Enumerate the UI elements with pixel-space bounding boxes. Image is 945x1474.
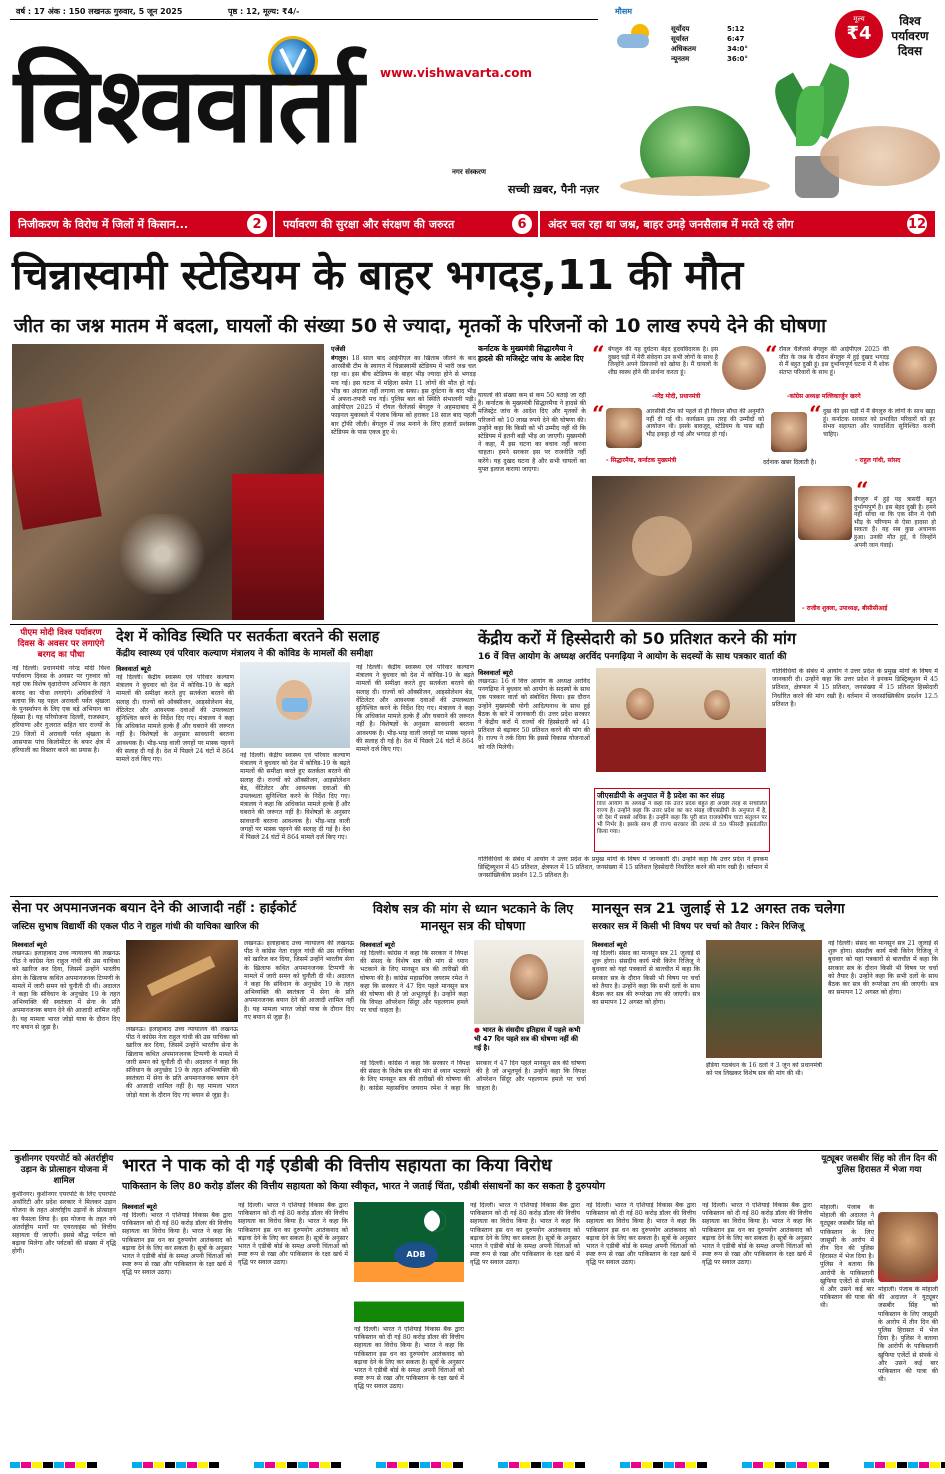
registration-swatch xyxy=(54,1462,64,1468)
registration-swatch xyxy=(564,1462,574,1468)
mask-woman-photo xyxy=(240,662,350,748)
section-divider xyxy=(10,624,938,625)
lead-dateline: बेंगलुरु। xyxy=(331,355,349,362)
kharge-photo xyxy=(893,346,937,390)
quote-kharge-by: -कांग्रेस अध्यक्ष मल्लिकार्जुन खरगे xyxy=(787,393,861,400)
registration-swatch xyxy=(697,1462,707,1468)
registration-swatch xyxy=(331,1462,341,1468)
court-body-mid: लखनऊ। इलाहाबाद उच्च न्यायालय की लखनऊ पीठ ने कांग्रेस नेता राहुल गांधी की उस याचिका को खारिज कर दिया, जिसमें उन्होंने भारतीय सेना के खिलाफ कथित अपमानजनक टिप्पणी के मामले में जारी समन को चुनौती दी थी। अदालत ने कहा कि संविधान के अनुच्छेद 19 के तहत अभिव्यक्ति की स्वतंत्रता में सेना के प्रति अपमानजनक बयान देने की आजादी शामिल नहीं है। यह मामला भारत जोड़ो यात्रा के दौरान दिए गए बयान से जुड़ा है। xyxy=(126,1026,238,1099)
parliament-photo xyxy=(706,940,822,1058)
monsoon-caption: इंडिया गठबंधन के 16 दलों ने 3 जून को प्रधानमंत्री को पत्र लिखकर विशेष सत्र की मांग की थी। xyxy=(706,1062,822,1078)
lead-body xyxy=(331,355,476,623)
weather-row-value: 5:12 xyxy=(727,25,745,33)
masthead-top-rule xyxy=(10,19,598,20)
teaser-item[interactable] xyxy=(10,211,275,237)
page-line: पृष्ठ : 12, मूल्य: ₹4/- xyxy=(228,7,300,16)
quote-siddaramaiah xyxy=(592,402,767,470)
kushinagar-heading: कुशीनगर एयरपोर्ट को अंतर्राष्ट्रीय उड़ान के प्रोत्साहन योजना में शामिल xyxy=(14,1154,114,1186)
teaser-item[interactable] xyxy=(540,211,935,237)
registration-swatch xyxy=(43,1462,53,1468)
registration-swatch xyxy=(32,1462,42,1468)
injured-crowd-photo xyxy=(592,476,795,622)
quote-rahul-by: - राहुल गांधी, सांसद xyxy=(855,457,901,464)
registration-swatch xyxy=(309,1462,319,1468)
quote-siddaramaiah-by: - सिद्धारमैया, कर्नाटक मुख्यमंत्री xyxy=(606,457,677,464)
registration-swatch xyxy=(686,1462,696,1468)
registration-swatch xyxy=(498,1462,508,1468)
pm-tree-body: नई दिल्ली। प्रधानमंत्री नरेन्द्र मोदी विश्व पर्यावरण दिवस के अवसर पर गुरुवार को यहां एक विशेष वृक्षारोपण अभियान के तहत बरगद का पौधा लगाएंगे। अधिकारियों ने बताया कि यह पहल अरावली पर्वत श्रृंखला के पुनर्स्थापन के लिए एक बड़े अभियान का हिस्सा है। यह परियोजना दिल्ली, राजस्थान, हरियाणा और गुजरात सहित चार राज्यों के 29 जिलों में अरावली पर्वत श्रृंखला के आसपास पांच किलोमीटर के बफर क्षेत्र में हरियाली का विस्तार करने का प्रयास है। xyxy=(12,665,110,755)
registration-swatch xyxy=(398,1462,408,1468)
quote-shukla-text: बेंगलुरु में हुई यह त्रासदी बहुत दुर्भाग्यपूर्ण है। इस बेहद दुखी है। हमने नहीं सोचा था कि एक सीन में ऐसी भीड़ के परिणाम से ऐसा हादसा हो सकता है। यह सब कुछ अचानक हुआ। उनकी मौत हुई, ये जिन्होंने अपनी जान गंवाई। xyxy=(854,496,936,549)
weather-row xyxy=(671,34,765,44)
registration-swatch xyxy=(509,1462,519,1468)
teaser-page-number: 12 xyxy=(907,214,927,234)
issue-line: वर्ष : 17 अंक : 150 लखनऊ गुरुवार, 5 जून 2025 xyxy=(16,7,183,16)
section-divider xyxy=(10,896,938,897)
cm-heading: कर्नाटक के मुख्यमंत्री सिद्धारमैया ने हादसे की मजिस्ट्रेट जांच के आदेश दिए xyxy=(478,344,584,363)
quote-mark-icon: “ xyxy=(809,402,822,428)
registration-swatch xyxy=(786,1462,796,1468)
monsoon-byline: विश्ववार्ता ब्यूरो xyxy=(592,941,627,949)
youtuber-article xyxy=(820,1154,938,1454)
lead-agency: एजेंसी xyxy=(331,345,346,353)
lead-headline: चिन्नास्वामी स्टेडियम के बाहर भगदड़,11 की मौत xyxy=(12,251,744,299)
quote-modi-text: बेंगलुरु की यह दुर्घटना बेहद हृदयविदारक है। इस दुखद घड़ी में मेरी संवेदना उन सभी लोगों के साथ है जिन्होंने अपने प्रियजनों को खोया है। मैं घायलों के शीघ्र स्वस्थ होने की प्रार्थना करता हूं। xyxy=(608,346,718,376)
pm-tree-heading: पीएम मोदी विश्व पर्यावरण दिवस के अवसर पर लगाएंगे बरगद का पौधा xyxy=(17,628,105,660)
session-article xyxy=(360,900,586,1146)
registration-swatch xyxy=(254,1462,264,1468)
youtuber-heading: यूट्यूबर जसबीर सिंह को तीन दिन की पुलिस हिरासत में भेजा गया xyxy=(821,1154,937,1175)
covid-body-left: नई दिल्ली। केंद्रीय स्वास्थ्य एवं परिवार कल्याण मंत्रालय ने बुधवार को देश में कोविड-19 के बढ़ते मामलों की समीक्षा करते हुए सतर्कता बरतने की सलाह दी। राज्यों को ऑक्सीजन, आइसोलेशन बेड, वेंटिलेटर और आवश्यक दवाओं की उपलब्धता सुनिश्चित करने के निर्देश दिए गए। मंत्रालय ने कहा कि अधिकांश मामले हल्के हैं और घबराने की जरूरत नहीं है। विशेषज्ञों के अनुसार सावधानी बरतना आवश्यक है। भीड़-भाड़ वाली जगहों पर मास्क पहनने की सलाह दी गई है। देश में पिछले 24 घंटों में 864 मामले दर्ज किए गए। xyxy=(116,674,234,764)
session-body-lower: नई दिल्ली। कांग्रेस ने कहा कि सरकार ने विपक्ष की संसद के विशेष सत्र की मांग से ध्यान भटकाने के लिए मानसून सत्र की तारीखों की घोषणा की है। कांग्रेस महासचिव जयराम रमेश ने कहा कि सरकार ने 47 दिन पहले मानसून सत्र की घोषणा की है जो अभूतपूर्व है। उन्होंने कहा कि विपक्ष ऑपरेशन सिंदूर और पहलगाम हमले पर चर्चा चाहता है। xyxy=(360,1060,586,1092)
court-body-right: लखनऊ। इलाहाबाद उच्च न्यायालय की लखनऊ पीठ ने कांग्रेस नेता राहुल गांधी की उस याचिका को खारिज कर दिया, जिसमें उन्होंने भारतीय सेना के खिलाफ कथित अपमानजनक टिप्पणी के मामले में जारी समन को चुनौती दी थी। अदालत ने कहा कि संविधान के अनुच्छेद 19 के तहत अभिव्यक्ति की स्वतंत्रता में सेना के प्रति अपमानजनक बयान देने की आजादी शामिल नहीं है। यह मामला भारत जोड़ो यात्रा के दौरान दिए गए बयान से जुड़ा है। xyxy=(244,940,354,1021)
site-url[interactable]: www.vishwavarta.com xyxy=(380,66,532,80)
earth-plant-illustration xyxy=(620,66,940,206)
shukla-photo xyxy=(798,486,852,540)
gsdp-heading: जीएसडीपी के अनुपात में है प्रदेश का कर संग्रह xyxy=(597,791,725,800)
covid-subhead: केंद्रीय स्वास्थ्य एवं परिवार कल्याण मंत्रालय ने की कोविड के मामलों की समीक्षा xyxy=(116,649,373,659)
registration-swatch xyxy=(65,1462,75,1468)
teaser-text: पर्यावरण की सुरक्षा और संरक्षण की जरुरत xyxy=(283,218,455,231)
quote-mark-icon: “ xyxy=(856,478,869,504)
covid-body-mid: नई दिल्ली। केंद्रीय स्वास्थ्य एवं परिवार कल्याण मंत्रालय ने बुधवार को देश में कोविड-19 के बढ़ते मामलों की समीक्षा करते हुए सतर्कता बरतने की सलाह दी। राज्यों को ऑक्सीजन, आइसोलेशन बेड, वेंटिलेटर और आवश्यक दवाओं की उपलब्धता सुनिश्चित करने के निर्देश दिए गए। मंत्रालय ने कहा कि अधिकांश मामले हल्के हैं और घबराने की जरूरत नहीं है। विशेषज्ञों के अनुसार सावधानी बरतना आवश्यक है। भीड़-भाड़ वाली जगहों पर मास्क पहनने की सलाह दी गई है। देश में पिछले 24 घंटों में 864 मामले दर्ज किए गए। xyxy=(240,752,350,842)
registration-swatch xyxy=(642,1462,652,1468)
quote-modi-by: -नरेंद्र मोदी, प्रधानमंत्री xyxy=(652,393,701,400)
registration-swatch xyxy=(542,1462,552,1468)
price-label: मूल्य xyxy=(853,15,865,23)
masthead xyxy=(0,0,945,205)
cm-sidebar xyxy=(478,344,586,624)
registration-swatch xyxy=(420,1462,430,1468)
weather-row-name: सूर्यास्त xyxy=(671,35,689,43)
registration-swatch xyxy=(531,1462,541,1468)
stampede-crowd-photo xyxy=(12,344,324,620)
red-bullet-icon: ● xyxy=(474,1026,480,1034)
weather-row xyxy=(671,54,765,64)
quote-shukla-by: - राजीव शुक्ला, उपाध्यक्ष, बीसीसीआई xyxy=(802,605,888,612)
quote-kharge-text: रॉयल चैलेंजर्स बेंगलुरु की आईपीएल 2025 की जीत के जश्न के दौरान बेंगलुरु में हुई दुखद भगदड़ से मैं बहुत दुखी हूं। इस दुर्भाग्यपूर्ण घटना में मैं शोक संतप्त परिवारों के साथ हूं। xyxy=(779,346,889,376)
court-article xyxy=(12,900,354,1146)
quote-mark-icon: “ xyxy=(765,342,778,368)
weather-row-value: 6:47 xyxy=(727,35,745,43)
adb-logo-text: ADB xyxy=(406,1250,426,1259)
covid-byline: विश्ववार्ता ब्यूरो xyxy=(116,665,151,673)
monsoon-subhead: सरकार सत्र में किसी भी विषय पर चर्चा को तैयार : किरेन रिजिजू xyxy=(592,922,805,932)
registration-swatch xyxy=(675,1462,685,1468)
adb-body-6: नई दिल्ली। भारत ने एशियाई विकास बैंक द्वारा पाकिस्तान को दी गई 80 करोड़ डॉलर की वित्तीय सहायता का विरोध किया है। भारत ने कहा कि पाकिस्तान इस धन का दुरुपयोग आतंकवाद को बढ़ावा देने के लिए कर सकता है। सूत्रों के अनुसार भारत ने एडीबी बोर्ड के समक्ष अपनी चिंताओं को स्पष्ट रूप से रखा और पाकिस्तान के रक्षा खर्च में वृद्धि पर सवाल उठाए। xyxy=(702,1202,812,1267)
registration-bar-group xyxy=(620,1462,708,1468)
registration-swatch xyxy=(187,1462,197,1468)
registration-swatch xyxy=(265,1462,275,1468)
registration-swatch xyxy=(431,1462,441,1468)
adb-body-5: नई दिल्ली। भारत ने एशियाई विकास बैंक द्वारा पाकिस्तान को दी गई 80 करोड़ डॉलर की वित्तीय सहायता का विरोध किया है। भारत ने कहा कि पाकिस्तान इस धन का दुरुपयोग आतंकवाद को बढ़ावा देने के लिए कर सकता है। सूत्रों के अनुसार भारत ने एडीबी बोर्ड के समक्ष अपनी चिंताओं को स्पष्ट रूप से रखा और पाकिस्तान के रक्षा खर्च में वृद्धि पर सवाल उठाए। xyxy=(586,1202,696,1267)
kushinagar-article xyxy=(12,1154,116,1454)
registration-bar-group xyxy=(864,1462,945,1468)
tax-heading: केंद्रीय करों में हिस्सेदारी को 50 प्रतिशत करने की मांग xyxy=(478,629,796,648)
registration-swatch xyxy=(864,1462,874,1468)
rahul-photo xyxy=(771,412,807,452)
adb-body-3: नई दिल्ली। भारत ने एशियाई विकास बैंक द्वारा पाकिस्तान को दी गई 80 करोड़ डॉलर की वित्तीय सहायता का विरोध किया है। भारत ने कहा कि पाकिस्तान इस धन का दुरुपयोग आतंकवाद को बढ़ावा देने के लिए कर सकता है। सूत्रों के अनुसार भारत ने एडीबी बोर्ड के समक्ष अपनी चिंताओं को स्पष्ट रूप से रखा और पाकिस्तान के रक्षा खर्च में वृद्धि पर सवाल उठाए। xyxy=(354,1326,464,1391)
covid-article xyxy=(116,628,474,892)
monsoon-heading: मानसून सत्र 21 जुलाई से 12 अगस्त तक चलेगा xyxy=(592,901,845,917)
registration-swatch xyxy=(409,1462,419,1468)
weather-row-name: न्यूनतम xyxy=(671,55,690,63)
registration-swatch xyxy=(520,1462,530,1468)
quote-siddaramaiah-text: आरसीबी टीम को पहले से ही विधान सौधा की अनुमति नहीं दी गई थी। कार्यक्रम इस तरह की उम्मीदों को आयोजन थी। इसके बावजूद, स्टेडियम के पास बड़ी भीड़ इकट्ठा हो गई और भगदड़ हो गई। xyxy=(646,408,764,438)
jasbir-photo xyxy=(878,1212,938,1282)
registration-swatch xyxy=(287,1462,297,1468)
registration-swatch xyxy=(376,1462,386,1468)
session-byline: विश्ववार्ता ब्यूरो xyxy=(360,941,395,949)
teaser-page-number: 2 xyxy=(247,214,267,234)
section-divider xyxy=(10,1150,938,1151)
weather-row-name: सूर्योदय xyxy=(671,25,690,33)
quote-kharge xyxy=(765,342,937,402)
registration-swatch xyxy=(653,1462,663,1468)
registration-swatch xyxy=(819,1462,829,1468)
weather-box xyxy=(605,6,765,70)
registration-bar-group xyxy=(742,1462,830,1468)
adb-flag-graphic xyxy=(354,1202,464,1322)
cm-body: घायलों की संख्या कम से कम 50 बताई जा रही है। कर्नाटक के मुख्यमंत्री सिद्धारमैया ने हादसे की मजिस्ट्रेट जांच के आदेश दिए और मृतकों के परिजनों को 10 लाख रुपये देने की घोषणा की। उन्होंने कहा कि किसी को भी उम्मीद नहीं थी कि स्टेडियम में इतनी बड़ी भीड़ आ जाएगी। मुख्यमंत्री ने कहा, मैं इस घटना का बचाव नहीं करना चाहता। हमने सरकार इस पर राजनीति नहीं करेंगे। यह दुखद घटना है और सभी घायलों का मुफ्त इलाज कराया जाएगा। xyxy=(478,392,586,473)
adb-article xyxy=(122,1154,812,1454)
registration-swatch xyxy=(298,1462,308,1468)
quote-shukla xyxy=(798,476,938,622)
registration-swatch xyxy=(775,1462,785,1468)
adb-heading: भारत ने पाक को दी गई एडीबी की वित्तीय सहायता का किया विरोध xyxy=(122,1156,552,1176)
registration-swatch xyxy=(387,1462,397,1468)
registration-swatch xyxy=(808,1462,818,1468)
registration-swatch xyxy=(631,1462,641,1468)
registration-swatch xyxy=(209,1462,219,1468)
kushinagar-body: कुशीनगर। कुशीनगर एयरपोर्ट के लिए एयरपोर्ट अथॉरिटी और प्रदेश सरकार ने मिलकर उड़ान योजना के तहत अंतर्राष्ट्रीय उड़ानों के प्रोत्साहन का फैसला लिया है। इस योजना के तहत नये अंतर्राष्ट्रीय मार्गों पर एयरलाइंस को वित्तीय सहायता दी जाएगी। इससे बौद्ध पर्यटन को बढ़ावा मिलेगा और पर्यटकों की संख्या में वृद्धि होगी। xyxy=(12,1191,116,1256)
monsoon-body-left: नई दिल्ली। संसद का मानसून सत्र 21 जुलाई से शुरू होगा। संसदीय कार्य मंत्री किरेन रिजिजू ने बुधवार को यहां पत्रकारों से बातचीत में कहा कि सरकार सत्र के दौरान किसी भी विषय पर चर्चा को तैयार है। उन्होंने कहा कि सभी दलों के साथ बैठक कर सत्र की रूपरेखा तय की जाएगी। सत्र का समापन 12 अगस्त को होगा। xyxy=(592,950,700,1007)
adb-body-2: नई दिल्ली। भारत ने एशियाई विकास बैंक द्वारा पाकिस्तान को दी गई 80 करोड़ डॉलर की वित्तीय सहायता का विरोध किया है। भारत ने कहा कि पाकिस्तान इस धन का दुरुपयोग आतंकवाद को बढ़ावा देने के लिए कर सकता है। सूत्रों के अनुसार भारत ने एडीबी बोर्ड के समक्ष अपनी चिंताओं को स्पष्ट रूप से रखा और पाकिस्तान के रक्षा खर्च में वृद्धि पर सवाल उठाए। xyxy=(238,1202,348,1267)
registration-swatch xyxy=(886,1462,896,1468)
registration-bar-group xyxy=(132,1462,220,1468)
registration-swatch xyxy=(875,1462,885,1468)
registration-swatch xyxy=(87,1462,97,1468)
registration-swatch xyxy=(154,1462,164,1468)
covid-heading: देश में कोविड स्थिति पर सतर्कता बरतने की सलाह xyxy=(116,629,380,645)
registration-swatch xyxy=(620,1462,630,1468)
registration-swatch xyxy=(76,1462,86,1468)
adb-byline: विश्ववार्ता ब्यूरो xyxy=(122,1203,157,1211)
tax-article xyxy=(478,628,938,892)
registration-swatch xyxy=(165,1462,175,1468)
lead-subhead: जीत का जश्न मातम में बदला, घायलों की संख्या 50 से ज्यादा, मृतकों के परिजनों को 10 लाख रुपये देने की घोषणा xyxy=(14,315,827,337)
quote-rahul-text: दुख की इस घड़ी में मैं बेंगलुरु के लोगों के साथ खड़ा हूं। कर्नाटक सरकार को प्रभावित परिवारों को हर संभव सहायता और पारदर्शिता सुनिश्चित करनी चाहिए। xyxy=(823,408,935,438)
adb-logo xyxy=(394,1242,438,1268)
registration-swatch xyxy=(442,1462,452,1468)
quote-mark-icon: “ xyxy=(592,402,605,428)
modi-photo xyxy=(722,346,766,390)
weather-rows xyxy=(671,24,765,64)
registration-swatch xyxy=(320,1462,330,1468)
session-heading: विशेष सत्र की मांग से ध्यान भटकाने के लिए मानसून सत्र की घोषणा xyxy=(372,901,574,933)
registration-swatch xyxy=(453,1462,463,1468)
registration-swatch xyxy=(941,1462,945,1468)
weather-row xyxy=(671,24,765,34)
registration-swatch xyxy=(10,1462,20,1468)
weather-row-value: 36:0° xyxy=(727,55,748,63)
tax-byline: विश्ववार्ता ब्यूरो xyxy=(478,669,513,677)
court-subhead: जस्टिस सुभाष विद्यार्थी की एकल पीठ ने राहुल गांधी की याचिका खारिज की xyxy=(12,922,259,932)
registration-swatch xyxy=(198,1462,208,1468)
registration-swatch xyxy=(753,1462,763,1468)
panagariya-press-photo xyxy=(596,668,766,772)
quote-rahul xyxy=(763,402,937,470)
quote-modi xyxy=(592,342,767,402)
registration-bar-group xyxy=(254,1462,342,1468)
adb-body-1: नई दिल्ली। भारत ने एशियाई विकास बैंक द्वारा पाकिस्तान को दी गई 80 करोड़ डॉलर की वित्तीय सहायता का विरोध किया है। भारत ने कहा कि पाकिस्तान इस धन का दुरुपयोग आतंकवाद को बढ़ावा देने के लिए कर सकता है। सूत्रों के अनुसार भारत ने एडीबी बोर्ड के समक्ष अपनी चिंताओं को स्पष्ट रूप से रखा और पाकिस्तान के रक्षा खर्च में वृद्धि पर सवाल उठाए। xyxy=(122,1212,232,1277)
registration-swatch xyxy=(742,1462,752,1468)
gavel-photo xyxy=(126,940,238,1022)
youtuber-body-right: मोहाली। पंजाब के मोहाली की अदालत ने यूट्यूबर जसबीर सिंह को पाकिस्तान के लिए जासूसी के आरोप में तीन दिन की पुलिस हिरासत में भेज दिया है। पुलिस ने बताया कि आरोपी के पाकिस्तानी खुफिया एजेंटों से संपर्क थे और उसने कई बार पाकिस्तान की यात्रा की थी। xyxy=(878,1286,938,1384)
registration-swatch xyxy=(897,1462,907,1468)
jairam-photo xyxy=(474,940,584,1024)
masthead-title: विश्ववार्ता xyxy=(14,44,362,166)
registration-bar-group xyxy=(376,1462,464,1468)
registration-swatch xyxy=(797,1462,807,1468)
weather-label: मौसम xyxy=(615,7,633,16)
tax-body-lower: गतिविधियों के संबंध में आयोग ने उत्तर प्रदेश के प्रमुख मांगों के विषय में जानकारी दी। उन्होंने कहा कि उत्तर प्रदेश ने इनकम डिस्ट्रिब्यूशन में 45 प्रतिशत, क्षेत्रफल में 15 प्रतिशत, जनसंख्या में 15 प्रतिशत हिस्सेदारी निर्धारित करने की मांग रखी है। वर्तमान में जनसांख्यिकीय प्रदर्शन 12.5 प्रतिशत है। xyxy=(478,856,768,880)
session-caption-text: भारत के संसदीय इतिहास में पहले कभी भी 47 दिन पहले सत्र की घोषणा नहीं की गई है। xyxy=(474,1026,581,1052)
registration-swatch xyxy=(930,1462,940,1468)
teaser-item[interactable] xyxy=(275,211,540,237)
tagline: सच्ची ख़बर, पैनी नज़र xyxy=(508,183,599,196)
registration-swatch xyxy=(575,1462,585,1468)
registration-swatch xyxy=(553,1462,563,1468)
court-byline: विश्ववार्ता ब्यूरो xyxy=(12,941,47,949)
teaser-text: अंदर चल रहा था जश्न, बाहर उमड़े जनसैलाब में मरते रहे लोग xyxy=(548,218,794,231)
registration-swatch xyxy=(764,1462,774,1468)
registration-swatch xyxy=(143,1462,153,1468)
teaser-list xyxy=(10,211,935,237)
adb-body-4: नई दिल्ली। भारत ने एशियाई विकास बैंक द्वारा पाकिस्तान को दी गई 80 करोड़ डॉलर की वित्तीय सहायता का विरोध किया है। भारत ने कहा कि पाकिस्तान इस धन का दुरुपयोग आतंकवाद को बढ़ावा देने के लिए कर सकता है। सूत्रों के अनुसार भारत ने एडीबी बोर्ड के समक्ष अपनी चिंताओं को स्पष्ट रूप से रखा और पाकिस्तान के रक्षा खर्च में वृद्धि पर सवाल उठाए। xyxy=(470,1202,580,1267)
session-caption xyxy=(474,1026,586,1053)
env-day-label: विश्व पर्यावरण दिवस xyxy=(891,14,929,58)
cloud-sun-icon xyxy=(615,22,655,52)
registration-bar-group xyxy=(498,1462,586,1468)
registration-swatch xyxy=(908,1462,918,1468)
court-heading: सेना पर अपमानजनक बयान देने की आजादी नहीं : हाईकोर्ट xyxy=(12,901,297,916)
registration-bar-group xyxy=(10,1462,98,1468)
tax-body: लखनऊ। 16 वें वित्त आयोग के अध्यक्ष अरविंद पनगढ़िया ने बुधवार को आयोग के सदस्यों के साथ एक पत्रकार वार्ता को संबोधित किया। इस दौरान उन्होंने मुख्यमंत्री योगी आदित्यनाथ के साथ हुई बैठक के बारे में जानकारी दी। उत्तर प्रदेश सरकार ने केंद्रीय करों में राज्यों की हिस्सेदारी को 41 प्रतिशत से बढ़ाकर 50 प्रतिशत करने की मांग की है। राज्य ने तर्क दिया कि इससे विकास योजनाओं को गति मिलेगी। xyxy=(478,678,590,751)
city-edition: नगर संस्करण xyxy=(452,168,486,176)
tax-subhead: 16 वें वित्त आयोग के अध्यक्ष अरविंद पनगढ़िया ने आयोग के सदस्यों के साथ पत्रकार वार्ता की xyxy=(478,652,787,662)
crescent-icon xyxy=(424,1210,446,1232)
weather-row xyxy=(671,44,765,54)
monsoon-body-right: नई दिल्ली। संसद का मानसून सत्र 21 जुलाई से शुरू होगा। संसदीय कार्य मंत्री किरेन रिजिजू ने बुधवार को यहां पत्रकारों से बातचीत में कहा कि सरकार सत्र के दौरान किसी भी विषय पर चर्चा को तैयार है। उन्होंने कहा कि सभी दलों के साथ बैठक कर सत्र की रूपरेखा तय की जाएगी। सत्र का समापन 12 अगस्त को होगा। xyxy=(828,940,938,997)
lead-article xyxy=(331,344,476,624)
adb-subhead: पाकिस्तान के लिए 80 करोड़ डॉलर की वित्तीय सहायता को किया स्वीकृत, भारत ने जताई चिंता, एडीबी संसाधनों का कर सकता है दुरुपयोग xyxy=(122,1181,605,1192)
siddaramaiah-photo xyxy=(606,408,642,448)
youtuber-body: मोहाली। पंजाब के मोहाली की अदालत ने यूट्यूबर जसबीर सिंह को पाकिस्तान के लिए जासूसी के आरोप में तीन दिन की पुलिस हिरासत में भेज दिया है। पुलिस ने बताया कि आरोपी के पाकिस्तानी खुफिया एजेंटों से संपर्क थे और उसने कई बार पाकिस्तान की यात्रा की थी। xyxy=(820,1204,874,1310)
gsdp-box xyxy=(594,788,770,852)
registration-marks xyxy=(10,1462,935,1470)
registration-swatch xyxy=(276,1462,286,1468)
session-body-left: नई दिल्ली। कांग्रेस ने कहा कि सरकार ने विपक्ष की संसद के विशेष सत्र की मांग से ध्यान भटकाने के लिए मानसून सत्र की तारीखों की घोषणा की है। कांग्रेस महासचिव जयराम रमेश ने कहा कि सरकार ने 47 दिन पहले मानसून सत्र की घोषणा की है जो अभूतपूर्व है। उन्होंने कहा कि विपक्ष ऑपरेशन सिंदूर और पहलगाम हमले पर चर्चा चाहता है। xyxy=(360,950,468,1015)
weather-row-value: 34:0° xyxy=(727,45,748,53)
weather-row-name: अधिकतम xyxy=(671,45,697,53)
quote-mark-icon: “ xyxy=(592,342,605,368)
price-value: ₹4 xyxy=(846,23,872,44)
lead-body-text: 18 साल बाद आईपीएल का खिताब जीतने के बाद आरसीबी टीम के स्वागत में चिन्नास्वामी स्टेडियम में भारी जश्न चल रहा था। इस बीच स्टेडियम के बाहर भीड़ ज्यादा होने से भगदड़ मच गई। इस घटना में महिला समेत 11 लोगों की मौत हो गई। भीड़ का अंदाजा नहीं लगाया जा सका। इस दुर्घटना के बाद भीड़ में अफरा-तफरी मच गई। पुलिस बल को स्थिति संभालनी पड़ी। आईपीएल 2025 में रॉयल चैलेंजर्स बेंगलुरु ने अहमदाबाद में फाइनल मुकाबले में पंजाब किंग्स को हराकर 18 साल बाद पहली बार ट्रॉफी जीती। बेंगलुरु में जश्न मनाने के लिए हजारों प्रशंसक स्टेडियम के पास एकत्र हुए थे। xyxy=(331,355,476,436)
dardnak-caption: दर्दनाक खबर दिलाती है। xyxy=(763,459,817,466)
pm-tree-article xyxy=(12,628,110,892)
teaser-text: निजीकरण के विरोध में जिलों में किसान... xyxy=(18,218,189,231)
court-body-left: लखनऊ। इलाहाबाद उच्च न्यायालय की लखनऊ पीठ ने कांग्रेस नेता राहुल गांधी की उस याचिका को खारिज कर दिया, जिसमें उन्होंने भारतीय सेना के खिलाफ कथित अपमानजनक टिप्पणी के मामले में जारी समन को चुनौती दी थी। अदालत ने कहा कि संविधान के अनुच्छेद 19 के तहत अभिव्यक्ति की स्वतंत्रता में सेना के प्रति अपमानजनक बयान देने की आजादी शामिल नहीं है। यह मामला भारत जोड़ो यात्रा के दौरान दिए गए बयान से जुड़ा है। xyxy=(12,950,120,1031)
registration-swatch xyxy=(132,1462,142,1468)
monsoon-article xyxy=(592,900,938,1146)
teaser-page-number: 6 xyxy=(512,214,532,234)
registration-swatch xyxy=(664,1462,674,1468)
tax-right-body: गतिविधियों के संबंध में आयोग ने उत्तर प्रदेश के प्रमुख मांगों के विषय में जानकारी दी। उन्होंने कहा कि उत्तर प्रदेश ने इनकम डिस्ट्रिब्यूशन में 45 प्रतिशत, क्षेत्रफल में 15 प्रतिशत, जनसंख्या में 15 प्रतिशत हिस्सेदारी निर्धारित करने की मांग रखी है। वर्तमान में जनसांख्यिकीय प्रदर्शन 12.5 प्रतिशत है। xyxy=(772,668,938,708)
covid-body-right: नई दिल्ली। केंद्रीय स्वास्थ्य एवं परिवार कल्याण मंत्रालय ने बुधवार को देश में कोविड-19 के बढ़ते मामलों की समीक्षा करते हुए सतर्कता बरतने की सलाह दी। राज्यों को ऑक्सीजन, आइसोलेशन बेड, वेंटिलेटर और आवश्यक दवाओं की उपलब्धता सुनिश्चित करने के निर्देश दिए गए। मंत्रालय ने कहा कि अधिकांश मामले हल्के हैं और घबराने की जरूरत नहीं है। विशेषज्ञों के अनुसार सावधानी बरतना आवश्यक है। भीड़-भाड़ वाली जगहों पर मास्क पहनने की सलाह दी गई है। देश में पिछले 24 घंटों में 864 मामले दर्ज किए गए। xyxy=(356,664,474,754)
gsdp-body: वित्त आयोग के अध्यक्ष ने कहा कि उत्तर प्रदेश बहुत ही अच्छी तरह से संचालित राज्य है। उन्होंने कहा कि उत्तर प्रदेश का कर संग्रह जीएसडीपी के अनुपात में है, जो देश में सबसे अधिक है। उन्होंने कहा कि पूरी बात राजकोषीय घाटा संतुलन पर भी निर्भर है। इसके साथ ही राज्य सरकार की तरफ से 59 फीसदी हस्तांतरित किया गया। xyxy=(597,801,767,835)
registration-swatch xyxy=(919,1462,929,1468)
registration-swatch xyxy=(176,1462,186,1468)
registration-swatch xyxy=(21,1462,31,1468)
price-badge xyxy=(835,10,883,58)
